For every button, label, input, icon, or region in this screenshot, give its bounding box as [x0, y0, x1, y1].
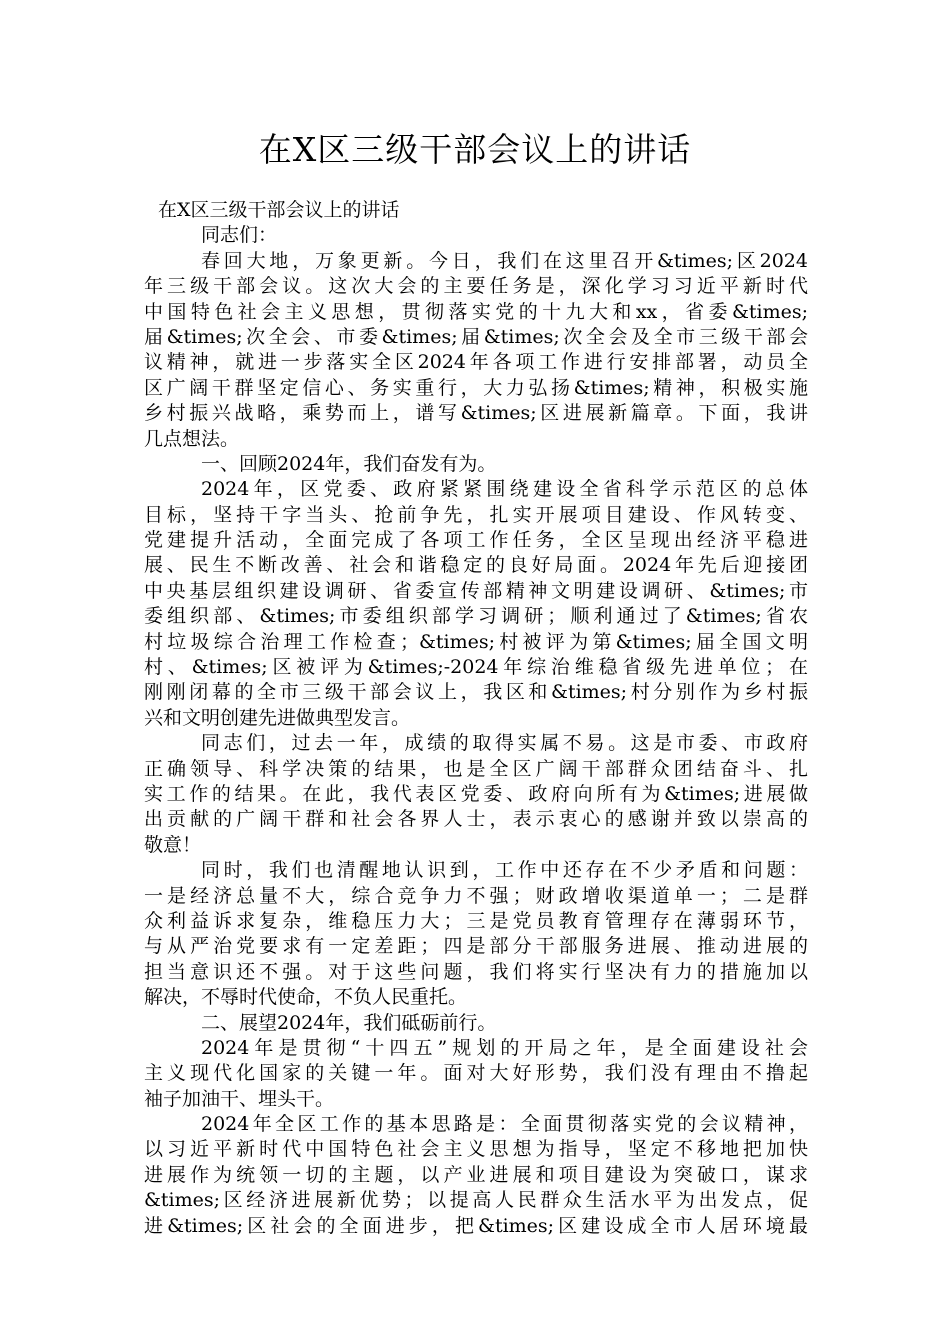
text-line: 实工作的结果。在此，我代表区党委、政府向所有为&times;进展做 [144, 782, 808, 805]
text-line: 与从严治党要求有一定差距；四是部分干部服务进展、推动进展的 [144, 935, 808, 958]
text-line: 同志们： [201, 224, 278, 247]
text-line: 担当意识还不强。对于这些问题，我们将实行坚决有力的措施加以 [144, 960, 808, 983]
text-line: 同志们，过去一年，成绩的取得实属不易。这是市委、市政府 [201, 732, 808, 755]
text-line: 春回大地，万象更新。今日，我们在这里召开&times;区2024 [201, 249, 808, 272]
text-line: 正确领导、科学决策的结果，也是全区广阔干部群众团结奋斗、扎 [144, 757, 808, 780]
text-line: 党建提升活动，全面完成了各项工作任务，全区呈现出经济平稳进 [144, 529, 808, 552]
text-line: 袖子加油干、埋头干。 [144, 1087, 335, 1110]
text-line: 主义现代化国家的关键一年。面对大好形势，我们没有理由不撸起 [144, 1062, 808, 1085]
text-line: 乡村振兴战略，乘势而上，谱写&times;区进展新篇章。下面，我讲 [144, 402, 808, 425]
text-line: 议精神，就进一步落实全区2024年各项工作进行安排部署，动员全 [144, 351, 808, 374]
document-title: 在X区三级干部会议上的讲话 [258, 130, 692, 169]
text-line: 届&times;次全会、市委&times;届&times;次全会及全市三级干部会 [144, 325, 808, 348]
text-line: 在X区三级干部会议上的讲话 [158, 199, 400, 221]
text-line: 一是经济总量不大，综合竞争力不强；财政增收渠道单一；二是群 [144, 884, 808, 907]
text-line: 众利益诉求复杂，维稳压力大；三是党员教育管理存在薄弱环节， [144, 909, 808, 932]
text-line: 2024年全区工作的基本思路是：全面贯彻落实党的会议精神， [201, 1113, 808, 1136]
text-line: 一、回顾2024年，我们奋发有为。 [201, 452, 497, 475]
text-line: 2024年是贯彻“十四五”规划的开局之年，是全面建设社会 [201, 1036, 808, 1059]
text-line: 委组织部、&times;市委组织部学习调研；顺利通过了&times;省农 [144, 605, 808, 628]
text-line: 展、民生不断改善、社会和谐稳定的良好局面。2024年先后迎接团 [144, 554, 808, 577]
text-line: 进&times;区社会的全面进步，把&times;区建设成全市人居环境最 [144, 1214, 808, 1237]
text-line: 敬意！ [144, 833, 202, 856]
text-line: 2024年，区党委、政府紧紧围绕建设全省科学示范区的总体 [201, 478, 808, 501]
text-line: 解决，不辱时代使命，不负人民重托。 [144, 986, 468, 1009]
text-line: 刚刚闭幕的全市三级干部会议上，我区和&times;村分别作为乡村振 [144, 681, 808, 704]
text-line: 以习近平新时代中国特色社会主义思想为指导，坚定不移地把加快 [144, 1138, 808, 1161]
text-line: 村、&times;区被评为&times;-2024年综治维稳省级先进单位；在 [144, 656, 808, 679]
text-line: 出贡献的广阔干群和社会各界人士，表示衷心的感谢并致以崇高的 [144, 808, 808, 831]
document-body [144, 198, 808, 1239]
text-line: 目标，坚持干字当头、抢前争先，扎实开展项目建设、作风转变、 [144, 503, 808, 526]
text-line: 几点想法。 [144, 427, 240, 450]
text-line: 同时，我们也清醒地认识到，工作中还存在不少矛盾和问题： [201, 859, 808, 882]
text-line: 村垃圾综合治理工作检查；&times;村被评为第&times;届全国文明 [144, 630, 808, 653]
text-line: 区广阔干群坚定信心、务实重行，大力弘扬&times;精神，积极实施 [144, 376, 808, 399]
text-line: 二、展望2024年，我们砥砺前行。 [201, 1011, 497, 1034]
text-line: 兴和文明创建先进做典型发言。 [144, 706, 411, 729]
text-line: &times;区经济进展新优势；以提高人民群众生活水平为出发点，促 [144, 1189, 808, 1212]
text-line: 中国特色社会主义思想，贯彻落实党的十九大和xx，省委&times; [144, 300, 808, 323]
text-line: 中央基层组织建设调研、省委宣传部精神文明建设调研、&times;市 [144, 579, 808, 602]
text-line: 年三级干部会议。这次大会的主要任务是，深化学习习近平新时代 [144, 275, 808, 298]
text-line: 进展作为统领一切的主题，以产业进展和项目建设为突破口，谋求 [144, 1163, 808, 1186]
